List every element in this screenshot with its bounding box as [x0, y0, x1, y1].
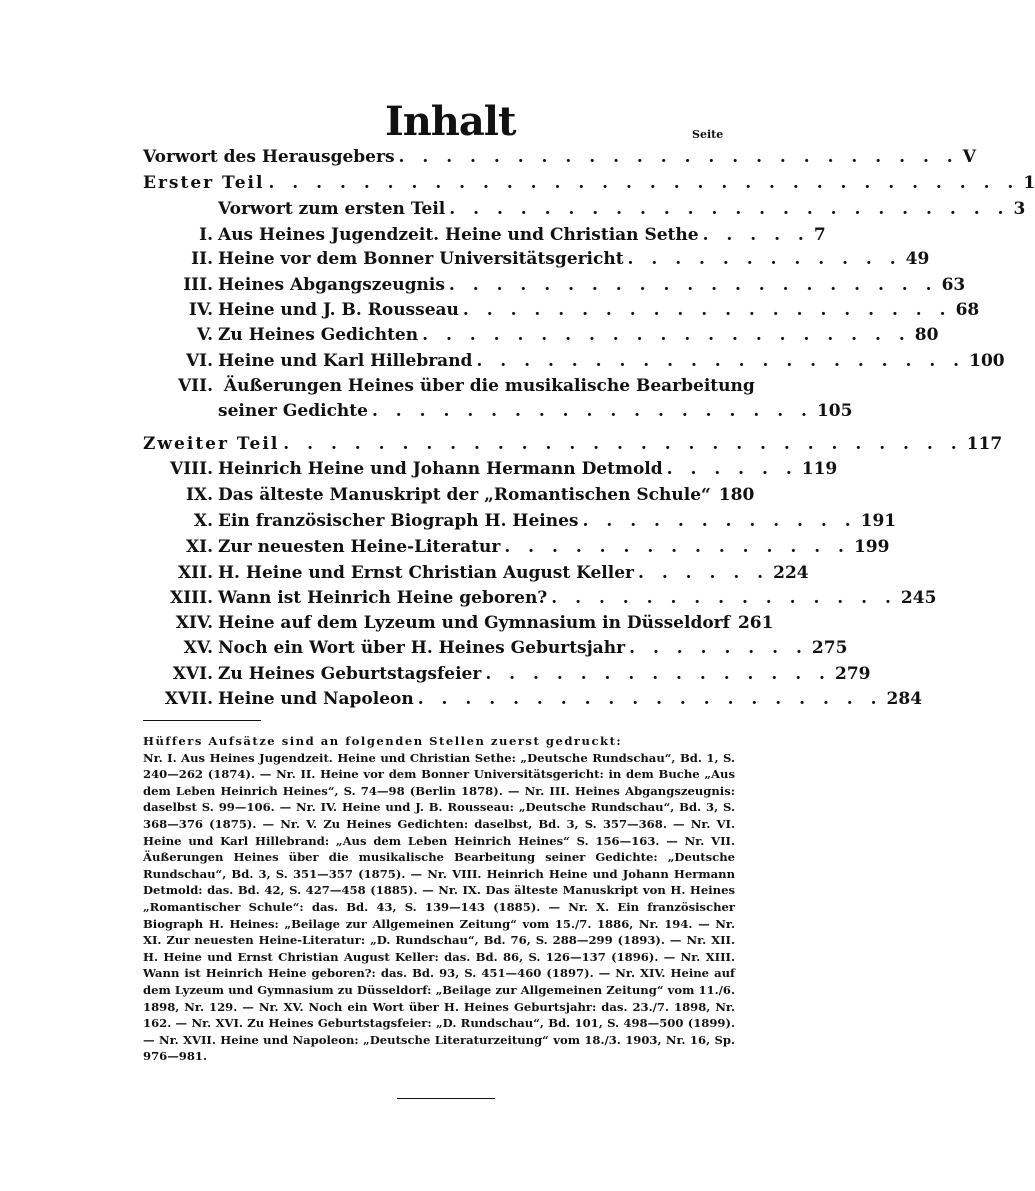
toc-entry-label: Aus Heines Jugendzeit. Heine und Christian Sethe — [218, 225, 699, 245]
toc-leader-dots: . . . . . . . . . . . . . . . . . . . . . — [462, 300, 952, 320]
toc-leader-dots: . . . . . — [702, 225, 810, 245]
toc-part-two — [143, 432, 1003, 456]
toc-entry-7-line-2 — [218, 399, 853, 423]
toc-entry-label: Heine und Karl Hillebrand — [218, 351, 473, 371]
toc-entry-5 — [143, 323, 939, 347]
toc-entry-label: Das älteste Manuskript der „Romantischen Schule“ — [218, 485, 711, 505]
toc-entry-8 — [143, 457, 838, 481]
footnote-body: Nr. I. Aus Heines Jugendzeit. Heine und Christian Sethe: „Deutsche Rundschau“, Bd. 1, S. 240—262 (1874). — Nr. II. Heine vor dem Bonner Universitätsgericht: in dem Buche „Aus dem Leben Heinrich Heines“, S. 74—98 (Berlin 1878). — Nr. III. Heines Abgangszeugnis: daselbst S. 99—106. — Nr. IV. Heine und J. B. Rousseau: „Deutsche Rundschau“, Bd. 3, S. 368—376 (1875). — Nr. V. Zu Heines Gedichten: daselbst, Bd. 3, S. 357—368. — Nr. VI. Heine und Karl Hillebrand: „Aus dem Leben Heinrich Heines“ S. 156—163. — Nr. VII. Äußerungen Heines über die musikalische Bearbeitung seiner Gedichte: „Deutsche Rundschau“, Bd. 3, S. 351—357 (1875). — Nr. VIII. Heinrich Heine und Johann Hermann Detmold: das. Bd. 42, S. 427—458 (1885). — Nr. IX. Das älteste Manuskript von H. Heines „Romantischer Schule“: das. Bd. 43, S. 139—143 (1885). — Nr. X. Ein französischer Biograph H. Heines: „Beilage zur Allgemeinen Zeitung“ vom 15./7. 1886, Nr. 194. — Nr. XI. Zur neuesten Heine-Literatur: „D. Rundschau“, Bd. 76, S. 288—299 (1893). — Nr. XII. H. Heine und Ernst Christian August Keller: das. Bd. 86, S. 126—137 (1896). — Nr. XIII. Wann ist Heinrich Heine geboren?: das. Bd. 93, S. 451—460 (1897). — Nr. XIV. Heine auf dem Lyzeum und Gymnasium zu Düsseldorf: „Beilage zur Allgemeinen Zeitung“ vom 11./6. 1898, Nr. 129. — Nr. XV. Noch ein Wort über H. Heines Geburtsjahr: das. 23./7. 1898, Nr. 162. — Nr. XVI. Zu Heines Geburtstagsfeier: „D. Rundschau“, Bd. 101, S. 498—500 (1899). — Nr. XVII. Heine und Napoleon: „Deutsche Literaturzeitung“ vom 18./3. 1903, Nr. 16, Sp. 976—981. — [143, 750, 735, 1064]
toc-entry-13 — [143, 586, 937, 610]
toc-leader-dots: . . . . . . . . . . . . . . . . . . . . . . . . . . . . . — [283, 434, 963, 454]
toc-entry-number: V. — [196, 325, 213, 345]
toc-leader-dots: . . . . . . . . . . . . . . . . . . . — [371, 401, 813, 421]
toc-entry-preface-part-one — [218, 197, 1026, 221]
toc-entry-label: Wann ist Heinrich Heine geboren? — [218, 588, 548, 608]
toc-entry-label: H. Heine und Ernst Christian August Keller — [218, 563, 634, 583]
toc-entry-page: 245 — [900, 588, 937, 608]
toc-leader-dots: . . . . . . . . . . . . . . . . . . . . . — [422, 325, 911, 345]
toc-entry-page: 191 — [860, 511, 897, 531]
toc-entry-page: V — [962, 147, 976, 167]
toc-entry-number: XV. — [183, 638, 213, 658]
toc-entry-label: Heine vor dem Bonner Universitätsgericht — [218, 249, 624, 269]
toc-leader-dots: . . . . . . — [666, 459, 798, 479]
toc-entry-label: Äußerungen Heines über die musikalische Bearbeitung — [223, 376, 755, 396]
toc-entry-1 — [143, 223, 826, 247]
footnote-heading: Hüffers Aufsätze sind an folgenden Stellen zuerst gedruckt: — [143, 734, 623, 748]
toc-entry-page: 224 — [773, 563, 809, 583]
toc-entry-number: I. — [199, 225, 213, 245]
toc-entry-label: Zu Heines Gedichten — [218, 325, 419, 345]
toc-entry-label: Noch ein Wort über H. Heines Geburtsjahr — [218, 638, 626, 658]
toc-entry-number: IV. — [188, 300, 213, 320]
toc-entry-number: III. — [183, 275, 213, 295]
toc-entry-page: 105 — [816, 401, 853, 421]
toc-entry-10 — [143, 509, 897, 533]
toc-entry-number: VIII. — [170, 459, 213, 479]
toc-entry-page: 119 — [801, 459, 838, 479]
toc-entry-page: 275 — [811, 638, 848, 658]
toc-entry-label: Vorwort des Herausgebers — [143, 147, 395, 167]
toc-entry-page: 100 — [969, 351, 1005, 371]
toc-entry-page: 117 — [966, 434, 1003, 454]
toc-entry-14 — [143, 611, 774, 635]
toc-entry-15 — [143, 636, 848, 660]
toc-entry-12 — [143, 561, 809, 585]
toc-entry-page: 284 — [886, 689, 923, 709]
toc-entry-page: 49 — [905, 249, 930, 269]
footnote-block — [143, 733, 735, 1065]
toc-entry-page: 199 — [853, 537, 890, 557]
page-column-label: Seite — [692, 128, 724, 141]
toc-entry-number: VI. — [185, 351, 213, 371]
toc-entry-page: 3 — [1013, 199, 1026, 219]
toc-leader-dots: . . . . . . . . . . . . . . . — [504, 537, 850, 557]
toc-entry-label: Ein französischer Biograph H. Heines — [218, 511, 579, 531]
toc-entry-label-continued: seiner Gedichte — [218, 401, 368, 421]
toc-entry-number: IX. — [185, 485, 213, 505]
toc-entry-page: 1 — [1023, 173, 1035, 193]
toc-entry-number: XI. — [185, 537, 213, 557]
toc-entry-label: Heines Abgangszeugnis — [218, 275, 445, 295]
toc-entry-17 — [143, 687, 923, 711]
toc-entry-page: 63 — [941, 275, 966, 295]
toc-entry-number: XVI. — [172, 664, 213, 684]
toc-entry-label: Heinrich Heine und Johann Hermann Detmold — [218, 459, 663, 479]
toc-entry-number: X. — [193, 511, 213, 531]
toc-entry-page: 180 — [718, 485, 755, 505]
toc-leader-dots: . . . . . . . . . . . . . . . . . . . . — [417, 689, 883, 709]
toc-leader-dots: . . . . . . . . — [629, 638, 808, 658]
toc-entry-label: Heine und Napoleon — [218, 689, 414, 709]
footnote-divider — [143, 720, 261, 721]
toc-entry-page: 7 — [813, 225, 826, 245]
toc-entry-number: VII. — [177, 376, 213, 396]
toc-leader-dots: . . . . . . . . . . . . . . . — [485, 664, 831, 684]
toc-entry-page: 279 — [834, 664, 871, 684]
toc-leader-dots: . . . . . . . . . . . . . . . . . . . . . — [448, 275, 938, 295]
toc-leader-dots: . . . . . . . . . . . . . . . . . . . . . — [476, 351, 966, 371]
toc-entry-number: XIII. — [170, 588, 213, 608]
footnote-end-rule — [397, 1098, 495, 1099]
toc-entry-6 — [143, 349, 1005, 373]
toc-leader-dots: . . . . . . . . . . . . . . . . . . . . . . . . — [449, 199, 1010, 219]
toc-entry-11 — [143, 535, 890, 559]
toc-leader-dots: . . . . . . . . . . . . — [627, 249, 902, 269]
toc-entry-label: Zweiter Teil — [143, 434, 280, 454]
page-title: Inhalt — [385, 98, 516, 145]
toc-entry-2 — [143, 247, 930, 271]
toc-entry-label: Erster Teil — [143, 173, 265, 193]
toc-entry-label: Zur neuesten Heine-Literatur — [218, 537, 501, 557]
toc-leader-dots: . . . . . . . . . . . . . . . — [551, 588, 897, 608]
toc-part-one — [143, 171, 1035, 195]
toc-entry-label: Heine auf dem Lyzeum und Gymnasium in Düsseldorf — [218, 613, 730, 633]
toc-leader-dots: . . . . . . . . . . . . . . . . . . . . . . . . . . . . . . . . — [268, 173, 1020, 193]
toc-entry-number: XVII. — [164, 689, 213, 709]
toc-entry-3 — [143, 273, 966, 297]
toc-entry-label: Heine und J. B. Rousseau — [218, 300, 459, 320]
toc-entry-page: 261 — [737, 613, 774, 633]
toc-entry-16 — [143, 662, 871, 686]
toc-entry-preface — [143, 145, 976, 169]
toc-entry-label: Zu Heines Geburtstagsfeier — [218, 664, 482, 684]
toc-entry-7-line-1 — [143, 374, 755, 398]
toc-leader-dots: . . . . . . — [638, 563, 770, 583]
toc-entry-4 — [143, 298, 980, 322]
toc-entry-9 — [143, 483, 755, 507]
toc-leader-dots: . . . . . . . . . . . . — [582, 511, 857, 531]
toc-entry-number: XIV. — [175, 613, 213, 633]
toc-leader-dots: . . . . . . . . . . . . . . . . . . . . . . . . — [398, 147, 959, 167]
toc-entry-label: Vorwort zum ersten Teil — [218, 199, 446, 219]
toc-entry-number: XII. — [177, 563, 213, 583]
toc-entry-page: 80 — [914, 325, 939, 345]
toc-entry-number: II. — [191, 249, 213, 269]
toc-entry-page: 68 — [955, 300, 980, 320]
